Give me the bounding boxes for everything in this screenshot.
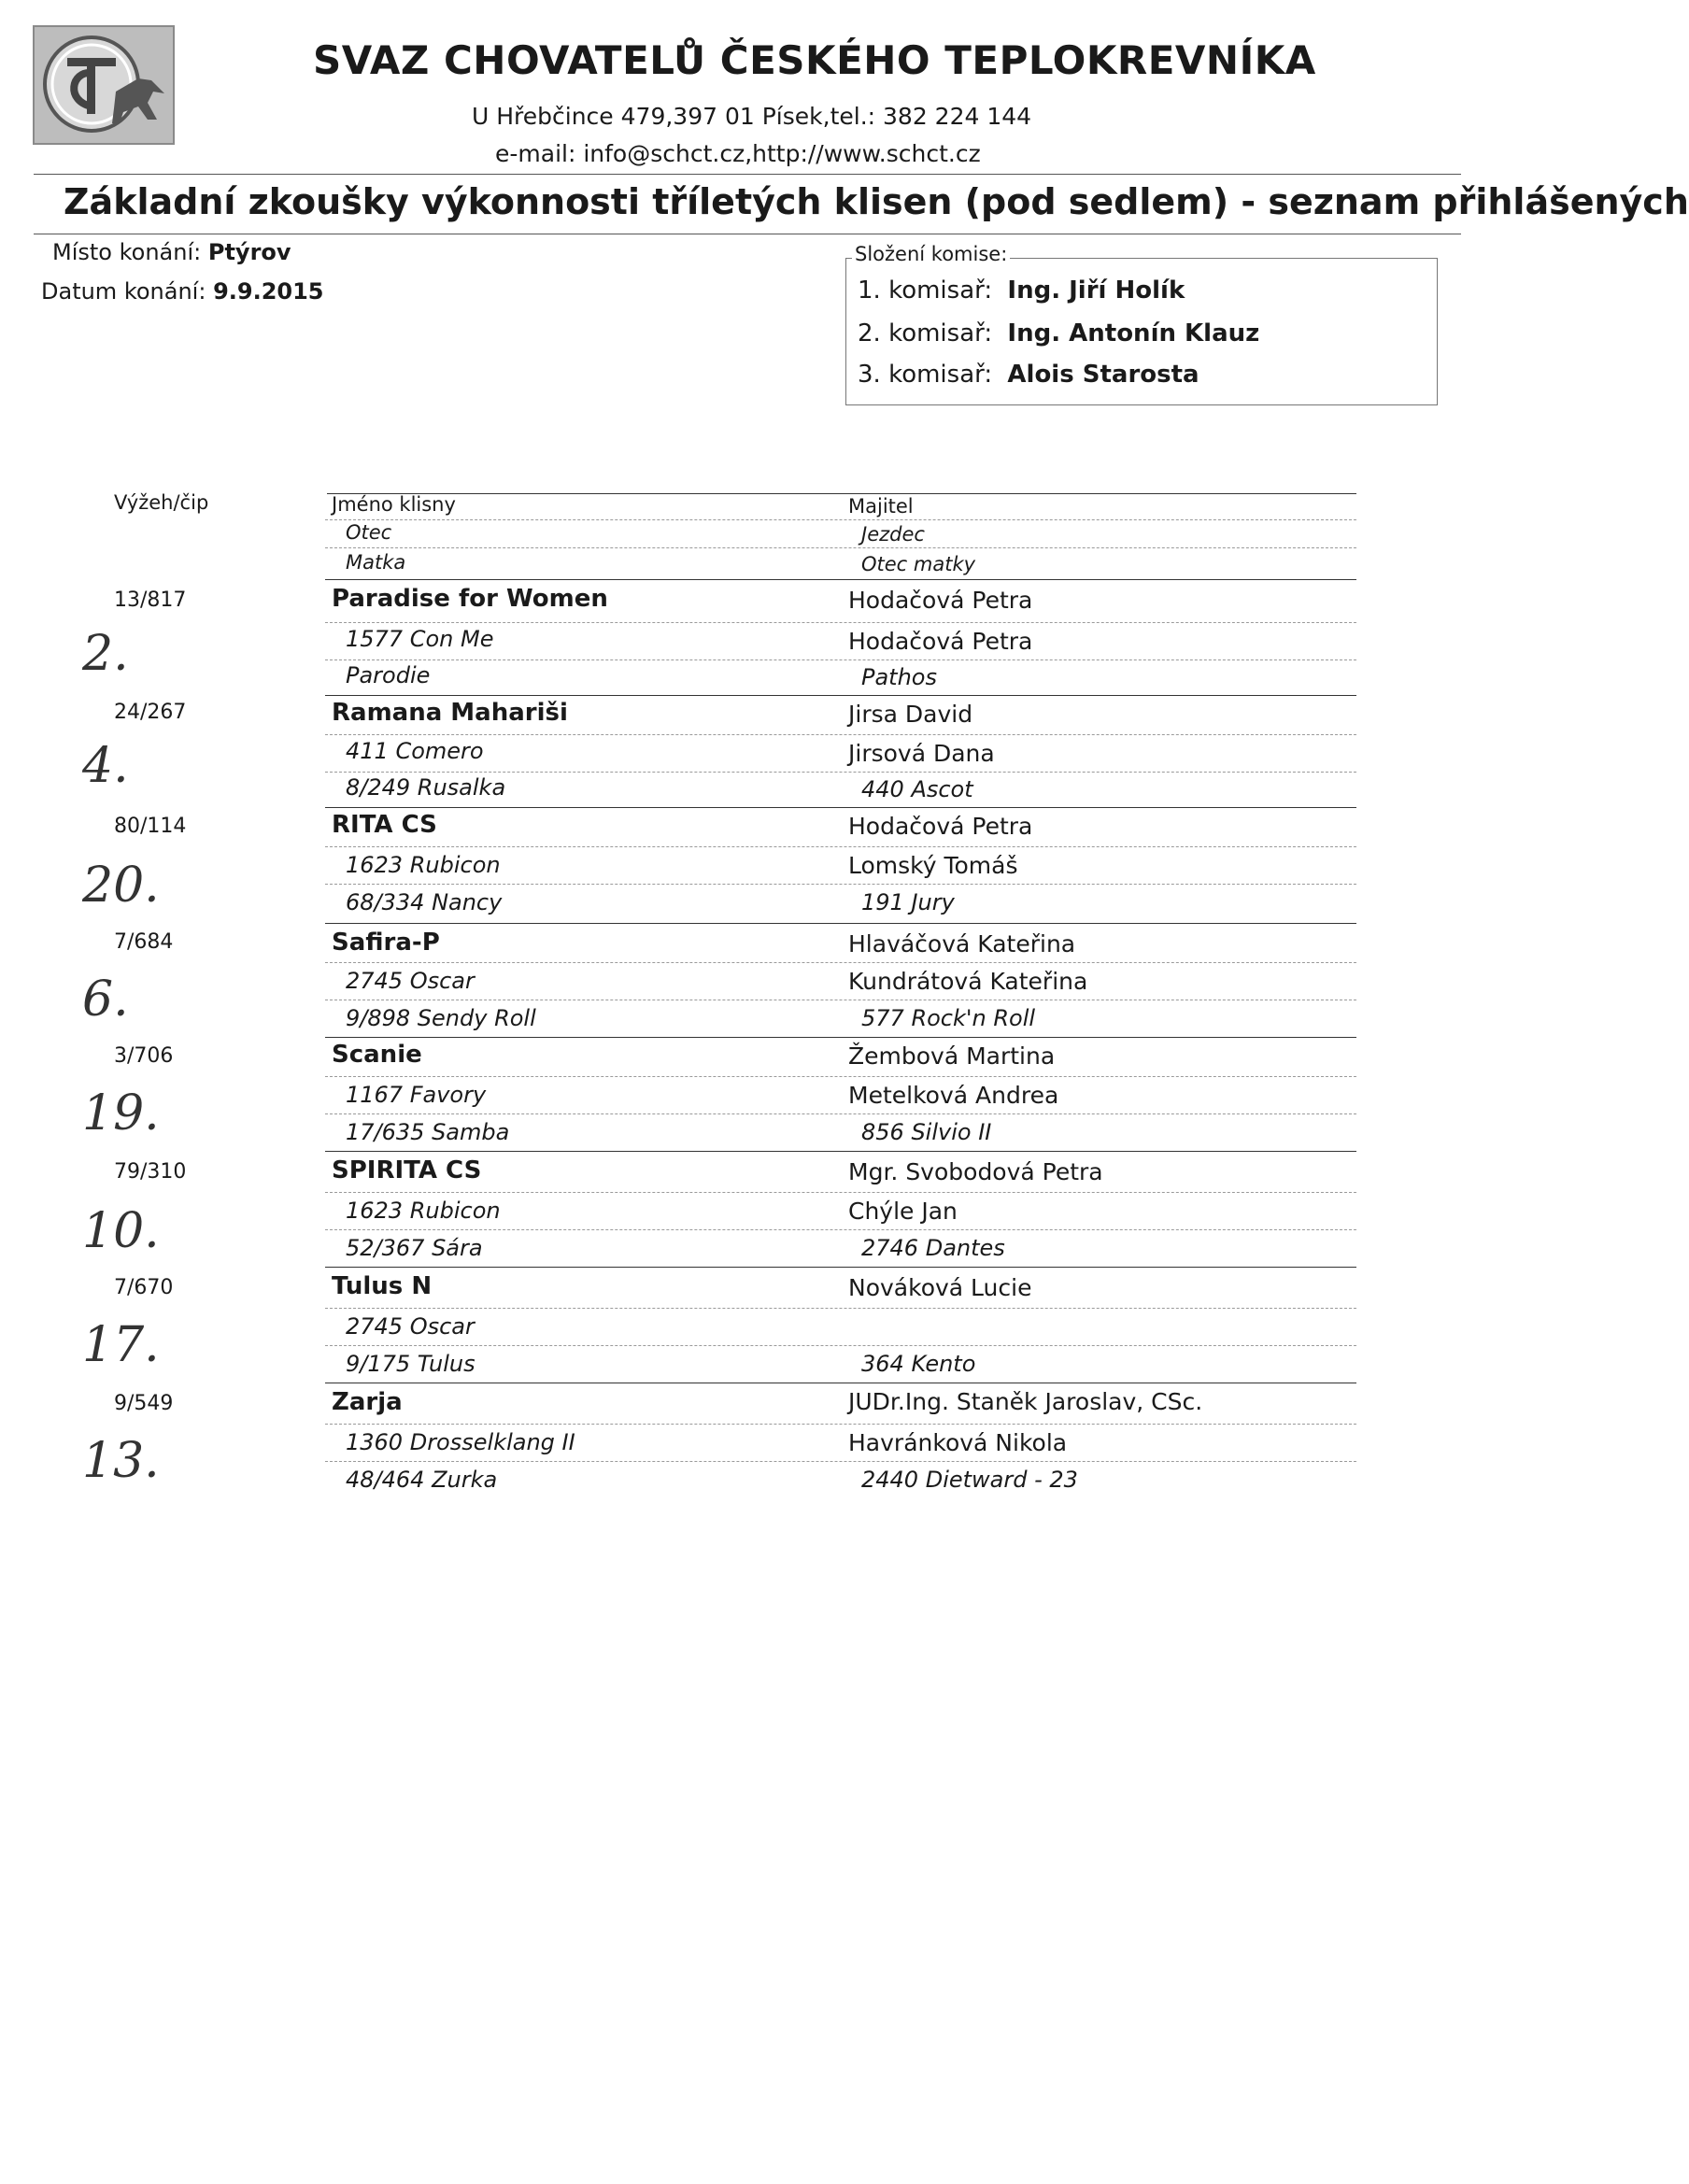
header-rider: Jezdec [861,523,925,546]
row-mare-name: RITA CS [332,811,437,839]
row-dash [325,1113,1356,1114]
horse-emblem-logo [34,26,174,144]
row-dash [325,884,1356,885]
header-dash [325,519,1356,520]
row-code: 80/114 [114,815,187,838]
row-owner: Jirsa David [848,701,973,728]
row-sire: 2745 Oscar [346,1313,475,1340]
organization-address: U Hřebčince 479,397 01 Písek,tel.: 382 224 144 [472,103,1032,130]
commission-role: 3. komisař: [858,361,993,389]
row-dash [325,1424,1356,1425]
commission-member [858,319,1259,347]
row-sire: 411 Comero [346,738,484,764]
header-code: Výžeh/čip [114,491,209,514]
date-value: 9.9.2015 [213,278,324,305]
organization-name: SVAZ CHOVATELŮ ČESKÉHO TEPLOKREVNÍKA [313,37,1316,83]
row-sire: 2745 Oscar [346,968,475,994]
date-label: Datum konání: [41,278,206,305]
row-owner: Nováková Lucie [848,1274,1032,1301]
row-code: 7/670 [114,1276,174,1299]
row-mare-name: Tulus N [332,1272,433,1300]
row-mare-name: Zarja [332,1388,403,1416]
commission-role: 1. komisař: [858,277,993,305]
row-rider: Lomský Tomáš [848,852,1018,879]
row-dam-sire: Pathos [861,664,937,690]
row-dash [325,1229,1356,1230]
row-sire: 1577 Con Me [346,626,494,652]
commission-person: Alois Starosta [1007,361,1199,389]
row-dam: 8/249 Rusalka [346,774,506,801]
row-dash [325,1076,1356,1077]
row-dam-sire: 191 Jury [861,889,955,915]
venue-value: Ptýrov [207,239,291,265]
row-mare-name: Scanie [332,1041,422,1069]
row-dash [325,962,1356,963]
commission-caption: Složení komise: [852,243,1010,265]
row-rank: 2. [82,626,129,682]
row-rank: 4. [82,738,129,794]
header-dam-sire: Otec matky [861,553,976,575]
row-rank: 13. [82,1433,160,1489]
venue-line [52,239,291,265]
row-owner: Hlaváčová Kateřina [848,930,1076,957]
row-dam-sire: 2746 Dantes [861,1235,1005,1261]
row-dam: Parodie [346,662,431,688]
row-rank: 19. [82,1085,160,1142]
row-rule [325,695,1356,696]
date-line [41,278,324,305]
row-sire: 1167 Favory [346,1082,487,1108]
row-owner: Žembová Martina [848,1042,1056,1070]
row-rider: Kundrátová Kateřina [848,968,1088,995]
row-rank: 6. [82,971,129,1028]
row-sire: 1360 Drosselklang II [346,1429,575,1455]
row-mare-name: Paradise for Women [332,585,608,613]
row-code: 9/549 [114,1392,174,1415]
row-rule [325,1151,1356,1152]
row-rider: Jirsová Dana [848,740,995,767]
row-owner: Hodačová Petra [848,813,1033,840]
organization-contact: e-mail: info@schct.cz,http://www.schct.cz [495,140,981,167]
row-rider: Hodačová Petra [848,628,1033,655]
header-dam: Matka [346,551,406,574]
row-dash [325,1461,1356,1462]
row-owner: JUDr.Ing. Staněk Jaroslav, CSc. [848,1388,1203,1415]
row-rank: 17. [82,1317,160,1373]
row-rule [325,923,1356,924]
commission-person: Ing. Antonín Klauz [1007,319,1260,347]
row-dam: 52/367 Sára [346,1235,483,1261]
organization-logo [34,26,174,144]
row-code: 7/684 [114,930,174,954]
document-title: Základní zkoušky výkonnosti tříletých klisen (pod sedlem) - seznam přihlášených [64,181,1689,222]
header-mare-name: Jméno klisny [332,493,456,516]
row-dash [325,1345,1356,1346]
row-rank: 10. [82,1203,160,1259]
row-dam: 9/175 Tulus [346,1351,475,1377]
row-dam-sire: 856 Silvio II [861,1119,992,1145]
row-owner: Mgr. Svobodová Petra [848,1158,1103,1185]
commission-member [858,361,1199,389]
header-bottom-rule [325,579,1356,580]
row-rider: Metelková Andrea [848,1082,1059,1109]
row-rider: Chýle Jan [848,1198,958,1225]
row-rule [325,807,1356,808]
row-mare-name: Safira-P [332,929,440,957]
row-dam: 9/898 Sendy Roll [346,1005,536,1031]
row-dam-sire: 440 Ascot [861,776,973,802]
row-rule [325,1267,1356,1268]
commission-member [858,277,1185,305]
venue-label: Místo konání: [52,239,202,265]
row-mare-name: SPIRITA CS [332,1156,482,1184]
row-dash [325,1192,1356,1193]
header-owner: Majitel [848,495,914,518]
row-dash [325,659,1356,660]
row-dash [325,846,1356,847]
table-top-rule [327,493,1356,494]
row-sire: 1623 Rubicon [346,1198,501,1224]
row-code: 24/267 [114,701,187,724]
header-divider [34,174,1461,175]
row-dash [325,772,1356,773]
row-rank: 20. [82,858,160,914]
row-sire: 1623 Rubicon [346,852,501,878]
row-owner: Hodačová Petra [848,587,1033,614]
row-dash [325,1308,1356,1309]
row-code: 3/706 [114,1044,174,1068]
row-dam-sire: 364 Kento [861,1351,976,1377]
row-dam: 17/635 Samba [346,1119,510,1145]
row-code: 13/817 [114,589,187,612]
row-rule [325,1037,1356,1038]
row-dam-sire: 577 Rock'n Roll [861,1005,1036,1031]
commission-role: 2. komisař: [858,319,993,347]
row-dash [325,622,1356,623]
row-code: 79/310 [114,1160,187,1184]
header-dash [325,547,1356,548]
row-mare-name: Ramana Mahariši [332,699,568,727]
header-sire: Otec [346,521,392,544]
row-dam-sire: 2440 Dietward - 23 [861,1467,1078,1493]
row-rider: Havránková Nikola [848,1429,1068,1456]
row-dam: 68/334 Nancy [346,889,503,915]
row-dash [325,734,1356,735]
commission-person: Ing. Jiří Holík [1007,277,1185,305]
row-dam: 48/464 Zurka [346,1467,498,1493]
